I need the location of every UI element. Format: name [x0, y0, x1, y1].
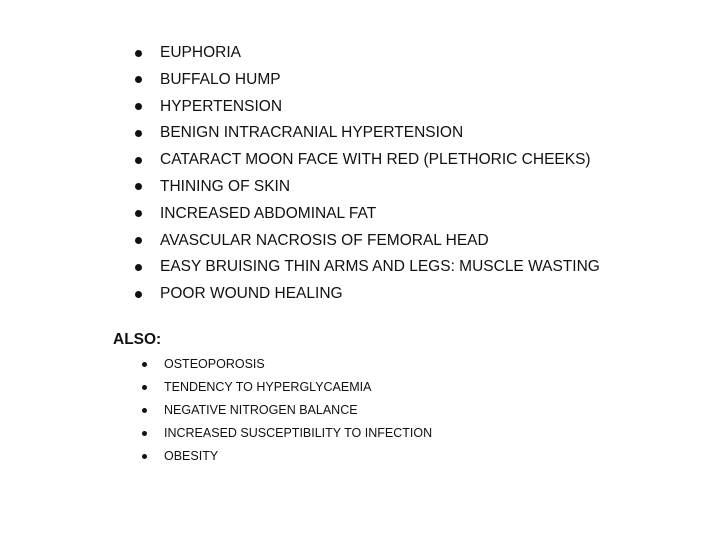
list-item-text: OSTEOPOROSIS: [164, 357, 265, 371]
list-item-text: NEGATIVE NITROGEN BALANCE: [164, 403, 358, 417]
bullet-icon: [142, 362, 147, 367]
list-item: [142, 399, 432, 422]
bullet-icon: [135, 50, 142, 57]
bullet-icon: [142, 431, 147, 436]
list-item-text: CATARACT MOON FACE WITH RED (PLETHORIC CHEEKS): [160, 151, 591, 169]
also-bullet-list: [142, 353, 432, 468]
also-heading: ALSO:: [113, 331, 162, 348]
list-item-text: POOR WOUND HEALING: [160, 285, 343, 303]
bullet-icon: [142, 385, 147, 390]
bullet-icon: [135, 210, 142, 217]
list-item: [142, 422, 432, 445]
list-item: [135, 40, 600, 67]
list-item: [135, 281, 600, 308]
bullet-icon: [135, 237, 142, 244]
list-item: [135, 201, 600, 228]
bullet-icon: [135, 103, 142, 110]
list-item: [135, 254, 600, 281]
list-item: [135, 94, 600, 121]
list-item: [135, 147, 600, 174]
bullet-icon: [135, 157, 142, 164]
list-item: [142, 445, 432, 468]
list-item: [135, 67, 600, 94]
list-item: [142, 353, 432, 376]
list-item: [135, 228, 600, 255]
bullet-icon: [135, 76, 142, 83]
main-bullet-list: [135, 40, 600, 308]
list-item-text: TENDENCY TO HYPERGLYCAEMIA: [164, 380, 372, 394]
list-item-text: EUPHORIA: [160, 44, 241, 61]
bullet-icon: [142, 454, 147, 459]
bullet-icon: [135, 183, 142, 190]
list-item-text: BENIGN INTRACRANIAL HYPERTENSION: [160, 124, 464, 142]
list-item-text: BUFFALO HUMP: [160, 70, 281, 88]
bullet-icon: [135, 130, 142, 137]
list-item-text: HYPERTENSION: [160, 97, 283, 115]
list-item-text: EASY BRUISING THIN ARMS AND LEGS: MUSCLE WASTING: [160, 258, 600, 276]
list-item-text: INCREASED ABDOMINAL FAT: [160, 204, 377, 222]
list-item-text: THINING OF SKIN: [160, 177, 291, 195]
list-item: [135, 174, 600, 201]
bullet-icon: [135, 291, 142, 298]
list-item: [142, 376, 432, 399]
bullet-icon: [135, 264, 142, 271]
list-item-text: AVASCULAR NACROSIS OF FEMORAL HEAD: [160, 231, 489, 249]
list-item: [135, 120, 600, 147]
bullet-icon: [142, 408, 147, 413]
list-item-text: OBESITY: [164, 449, 219, 463]
list-item-text: INCREASED SUSCEPTIBILITY TO INFECTION: [164, 426, 433, 440]
